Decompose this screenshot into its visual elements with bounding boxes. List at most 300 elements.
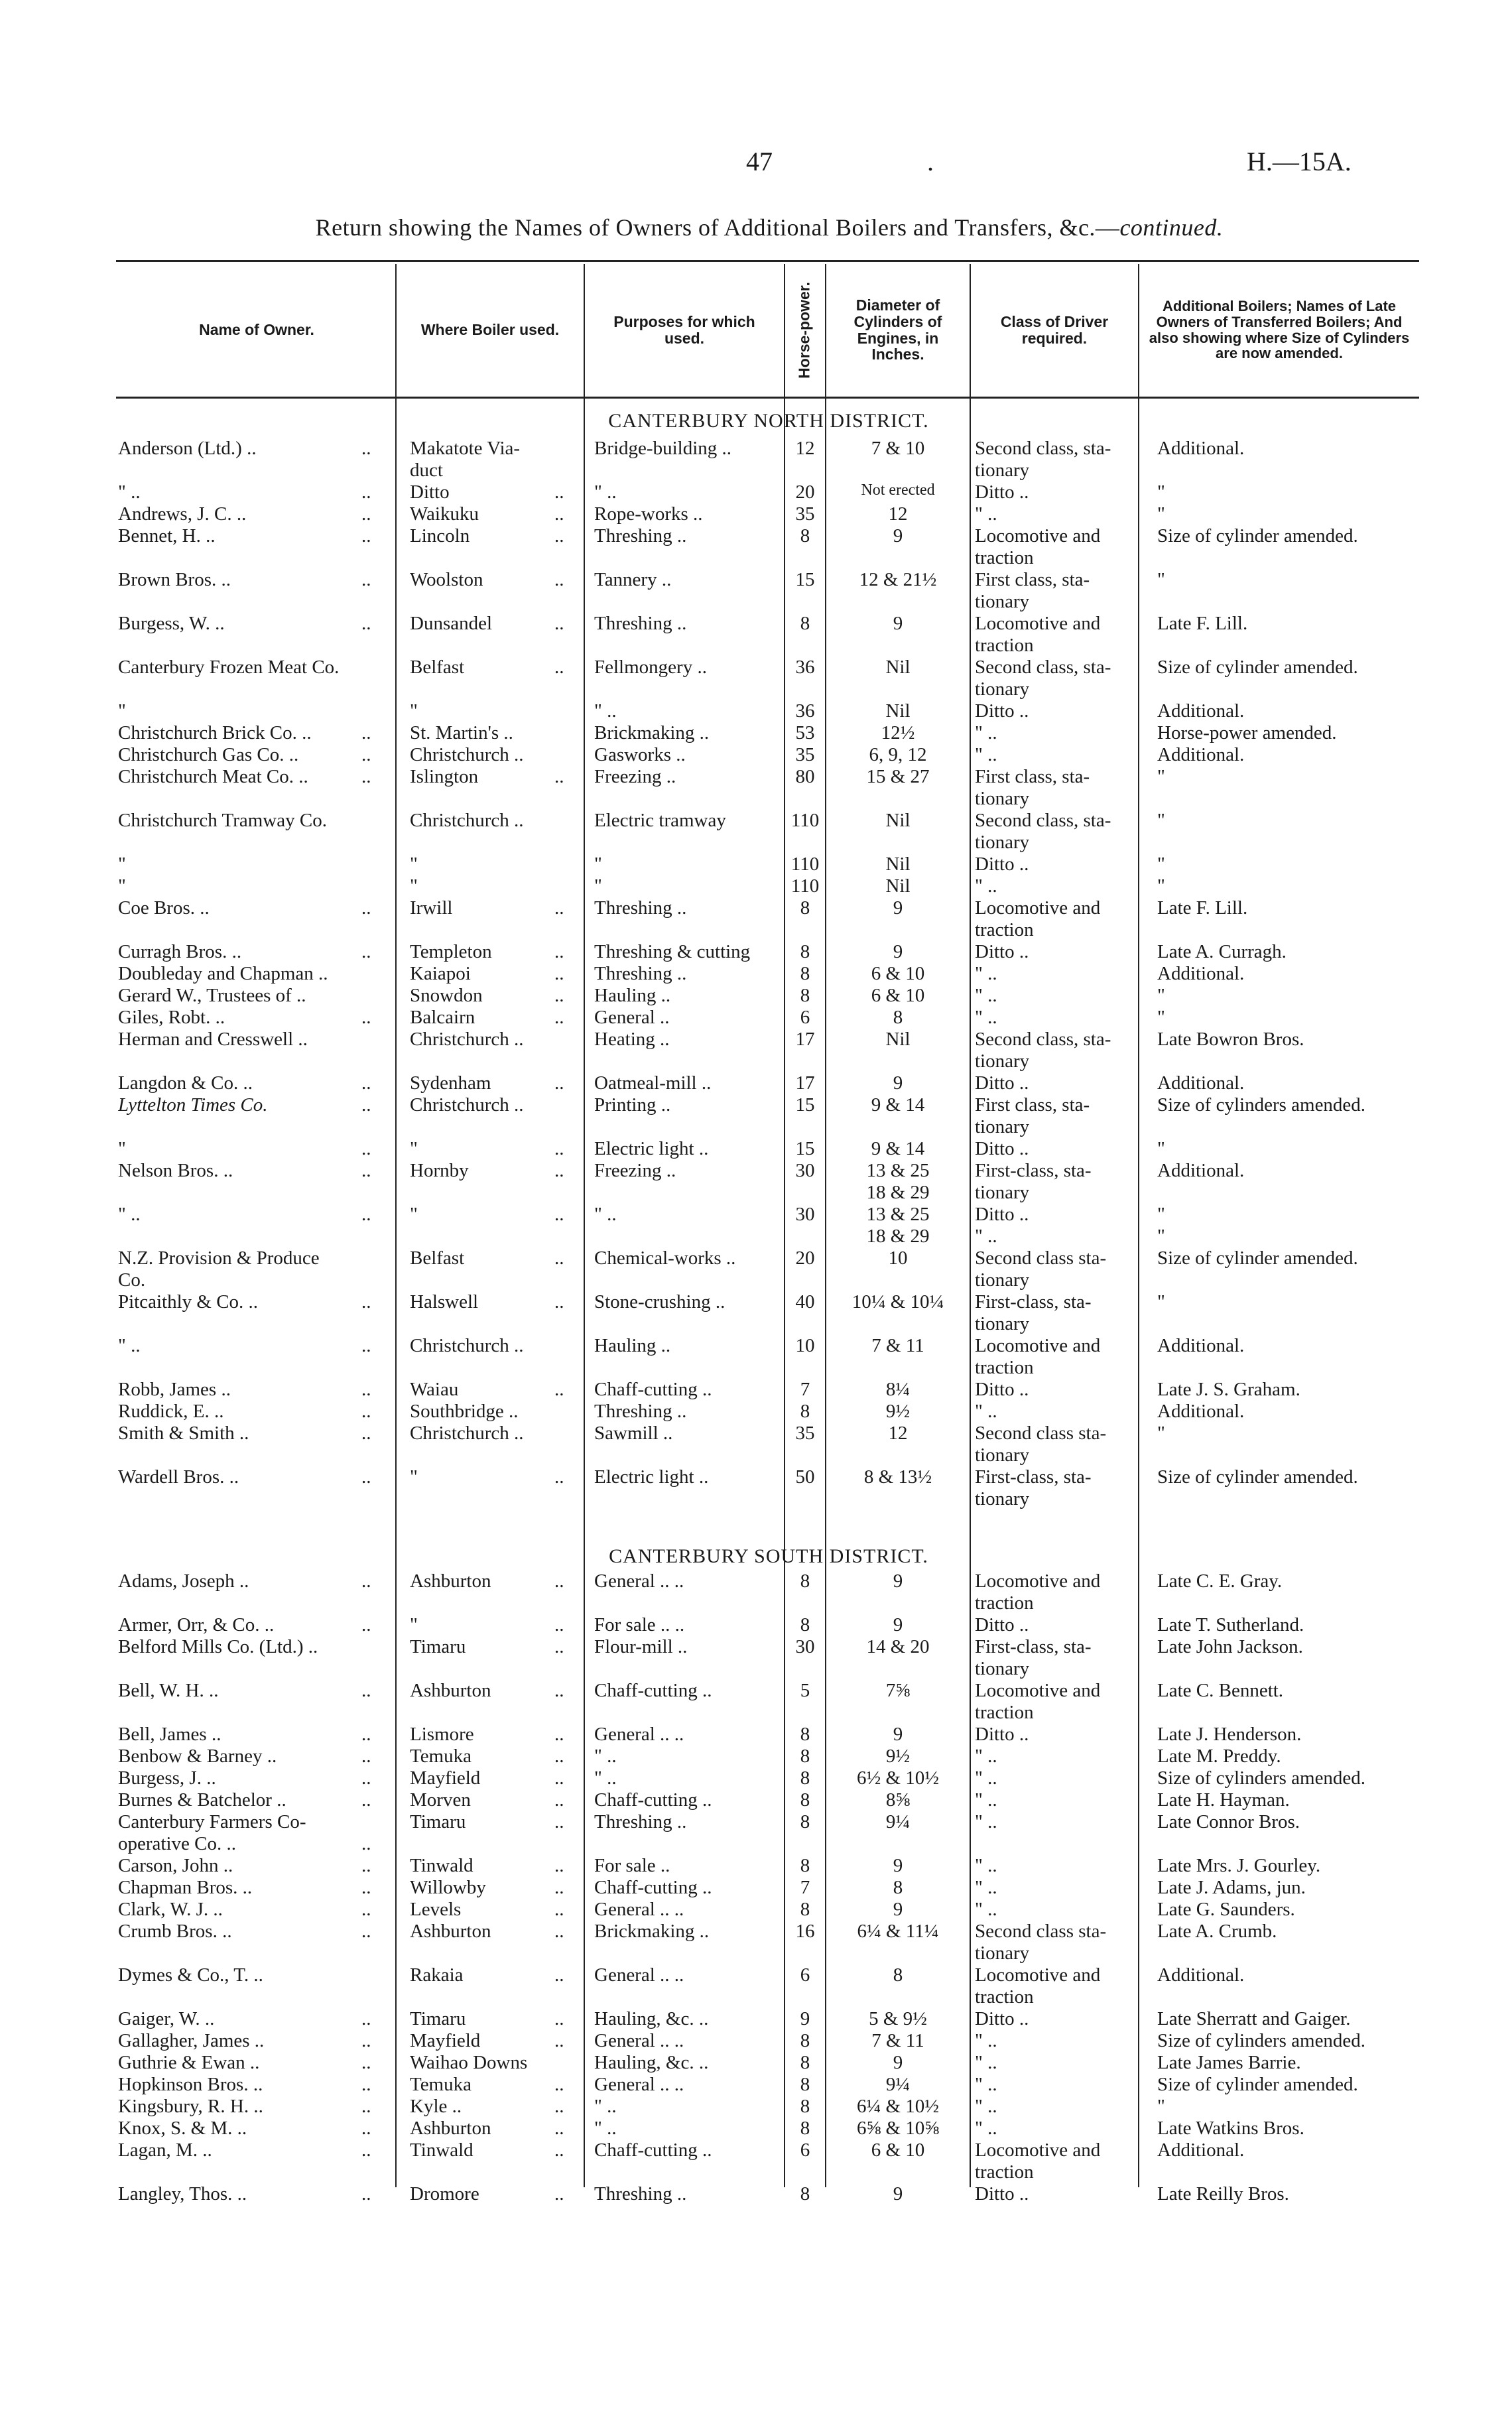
cell-driver: tionary — [975, 1313, 1030, 1334]
cell-owner: Ruddick, E. .. — [118, 1401, 224, 1422]
cell-wd: .. — [554, 1724, 564, 1745]
cell-owner: Adams, Joseph .. — [118, 1570, 249, 1592]
cell-owner: Christchurch Tramway Co. — [118, 810, 327, 831]
cell-diam: 15 & 27 — [866, 766, 930, 787]
cell-owner: Benbow & Barney .. — [118, 1746, 277, 1767]
cell-add: Late Mrs. J. Gourley. — [1157, 1855, 1321, 1876]
cell-add: Late James Barrie. — [1157, 2052, 1301, 2073]
cell-driver: Second class, sta- — [975, 657, 1111, 678]
cell-hp: 8 — [800, 1724, 810, 1745]
cell-driver: " .. — [975, 2074, 997, 2095]
cell-wd: .. — [554, 1160, 564, 1181]
cell-purpose: Threshing & cutting — [594, 941, 751, 962]
cell-driver: First-class, sta- — [975, 1160, 1092, 1181]
cell-owner: Kingsbury, R. H. .. — [118, 2096, 263, 2117]
cell-wd: .. — [554, 1466, 564, 1488]
cell-hp: 35 — [795, 1423, 815, 1444]
cell-add: " — [1157, 1138, 1165, 1159]
header-top-rule — [116, 260, 1419, 262]
cell-owner: " — [118, 854, 126, 875]
cell-purpose: Brickmaking .. — [594, 722, 710, 743]
cell-purpose: Tannery .. — [594, 569, 672, 590]
cell-owner: Anderson (Ltd.) .. — [118, 438, 257, 459]
cell-hp: 8 — [800, 2074, 810, 2095]
cell-where: Morven — [410, 1789, 471, 1811]
cell-purpose: Stone-crushing .. — [594, 1291, 725, 1312]
cell-hp: 8 — [800, 525, 810, 546]
cell-diam: 9 — [893, 897, 903, 919]
cell-driver: Ditto .. — [975, 700, 1029, 722]
cell-where: " — [410, 1614, 418, 1635]
cell-driver: " .. — [975, 1789, 997, 1811]
cell-owner: Chapman Bros. .. — [118, 1877, 253, 1898]
cell-diam: Nil — [885, 657, 911, 678]
cell-hp: 80 — [795, 766, 815, 787]
cell-driver: traction — [975, 2161, 1034, 2183]
cell-owner: Nelson Bros. .. — [118, 1160, 233, 1181]
cell-driver: First class, sta- — [975, 766, 1090, 787]
cell-add: " — [1157, 766, 1165, 787]
cell-purpose: For sale .. .. — [594, 1614, 685, 1635]
cell-driver: traction — [975, 1357, 1034, 1378]
cell-diam: 5 & 9½ — [869, 2008, 927, 2029]
cell-owner: Dymes & Co., T. .. — [118, 1964, 263, 1986]
cell-add: Size of cylinder amended. — [1157, 1466, 1358, 1488]
cell-add: Size of cylinder amended. — [1157, 525, 1358, 546]
cell-owner: Burgess, J. .. — [118, 1767, 216, 1789]
cell-driver: tionary — [975, 1488, 1030, 1509]
cell-purpose: Chemical-works .. — [594, 1247, 736, 1269]
cell-purpose: Electric light .. — [594, 1466, 709, 1488]
cell-driver: Second class, sta- — [975, 438, 1111, 459]
cell-hp: 12 — [795, 438, 815, 459]
cell-driver: tionary — [975, 1269, 1030, 1291]
cell-add: Late John Jackson. — [1157, 1636, 1303, 1657]
cell-driver: traction — [975, 1986, 1034, 2008]
cell-wd: .. — [554, 1921, 564, 1942]
cell-where: Ashburton — [410, 1680, 491, 1701]
cell-owner: Langdon & Co. .. — [118, 1072, 253, 1094]
cell-owner: Gerard W., Trustees of .. — [118, 985, 306, 1006]
cell-where: Waikuku — [410, 503, 479, 525]
cell-wd: .. — [554, 1138, 564, 1159]
cell-hp: 15 — [795, 569, 815, 590]
cell-hp: 16 — [795, 1921, 815, 1942]
cell-where: Timaru — [410, 2008, 466, 2029]
cell-add: Size of cylinder amended. — [1157, 1247, 1358, 1269]
cell-driver: " .. — [975, 963, 997, 984]
cell-diam: 12½ — [881, 722, 915, 743]
cell-driver: Second class, sta- — [975, 1029, 1111, 1050]
cell-diam: Nil — [885, 875, 911, 897]
cell-od: .. — [361, 613, 371, 634]
cell-wd: .. — [554, 1636, 564, 1657]
cell-purpose: " .. — [594, 2096, 617, 2117]
cell-wd: .. — [554, 1767, 564, 1789]
column-divider — [825, 264, 826, 2187]
cell-od: .. — [361, 1767, 371, 1789]
cell-wd: .. — [554, 2118, 564, 2139]
cell-where: Lismore — [410, 1724, 474, 1745]
cell-owner: Smith & Smith .. — [118, 1423, 249, 1444]
cell-where: Belfast — [410, 1247, 465, 1269]
cell-wd: .. — [554, 1204, 564, 1225]
cell-add: Late H. Hayman. — [1157, 1789, 1290, 1811]
cell-owner: N.Z. Provision & Produce — [118, 1247, 320, 1269]
cell-od: .. — [361, 1335, 371, 1356]
cell-driver: Ditto .. — [975, 2183, 1029, 2204]
cell-od: .. — [361, 1466, 371, 1488]
cell-where: Ashburton — [410, 1570, 491, 1592]
cell-purpose: " — [594, 854, 602, 875]
cell-driver: Ditto .. — [975, 1614, 1029, 1635]
cell-where: Rakaia — [410, 1964, 464, 1986]
cell-diam: Nil — [885, 700, 911, 722]
cell-where: duct — [410, 460, 443, 481]
cell-od: .. — [361, 1724, 371, 1745]
cell-owner: Wardell Bros. .. — [118, 1466, 239, 1488]
cell-hp: 5 — [800, 1680, 810, 1701]
cell-wd: .. — [554, 481, 564, 503]
cell-purpose: Flour-mill .. — [594, 1636, 688, 1657]
cell-wd: .. — [554, 1811, 564, 1832]
cell-diam: 9 — [893, 1899, 903, 1920]
cell-od: .. — [361, 1614, 371, 1635]
cell-od: .. — [361, 1094, 371, 1116]
cell-hp: 53 — [795, 722, 815, 743]
cell-hp: 110 — [790, 854, 820, 875]
cell-wd: .. — [554, 1379, 564, 1400]
cell-diam: Nil — [885, 1029, 911, 1050]
cell-add: Additional. — [1157, 1072, 1245, 1094]
cell-owner: Gallagher, James .. — [118, 2030, 265, 2051]
cell-purpose: Threshing .. — [594, 525, 687, 546]
cell-where: " — [410, 1204, 418, 1225]
cell-hp: 8 — [800, 1570, 810, 1592]
cell-purpose: " .. — [594, 1204, 617, 1225]
cell-where: " — [410, 700, 418, 722]
cell-where: Christchurch .. — [410, 744, 524, 765]
cell-purpose: Printing .. — [594, 1094, 671, 1116]
column-header-diameter: Diameter of Cylinders of Engines, in Inches. — [853, 296, 942, 363]
cell-wd: .. — [554, 2008, 564, 2029]
cell-purpose: Threshing .. — [594, 963, 687, 984]
cell-add: " — [1157, 985, 1165, 1006]
cell-purpose: Gasworks .. — [594, 744, 686, 765]
cell-hp: 10 — [795, 1335, 815, 1356]
cell-owner: Carson, John .. — [118, 1855, 233, 1876]
cell-od: .. — [361, 1855, 371, 1876]
cell-add: Additional. — [1157, 963, 1245, 984]
column-divider — [395, 264, 397, 2187]
cell-wd: .. — [554, 1855, 564, 1876]
column-header-horsepower-text: Horse-power. — [795, 281, 813, 379]
cell-wd: .. — [554, 525, 564, 546]
cell-where: Sydenham — [410, 1072, 491, 1094]
cell-owner: Herman and Cresswell .. — [118, 1029, 308, 1050]
cell-driver: Locomotive and — [975, 2140, 1101, 2161]
cell-od: .. — [361, 1072, 371, 1094]
cell-diam: 7 & 11 — [871, 2030, 924, 2051]
cell-hp: 17 — [795, 1029, 815, 1050]
cell-diam: 13 & 25 — [866, 1160, 930, 1181]
cell-where: Makatote Via- — [410, 438, 521, 459]
cell-diam: 7⅝ — [885, 1680, 911, 1701]
cell-where: Kyle .. — [410, 2096, 462, 2117]
cell-purpose: General .. .. — [594, 1964, 684, 1986]
cell-add: " — [1157, 1423, 1165, 1444]
cell-diam: 6½ & 10½ — [856, 1767, 940, 1789]
cell-driver: Ditto .. — [975, 1379, 1029, 1400]
cell-add: Horse-power amended. — [1157, 722, 1337, 743]
cell-owner: Bell, James .. — [118, 1724, 221, 1745]
cell-od: .. — [361, 2030, 371, 2051]
cell-add: Late Reilly Bros. — [1157, 2183, 1289, 2204]
cell-purpose: General .. .. — [594, 1570, 684, 1592]
cell-hp: 8 — [800, 1789, 810, 1811]
cell-od: .. — [361, 1291, 371, 1312]
cell-wd: .. — [554, 941, 564, 962]
cell-owner: Hopkinson Bros. .. — [118, 2074, 263, 2095]
cell-wd: .. — [554, 963, 564, 984]
cell-add: Late Sherratt and Gaiger. — [1157, 2008, 1351, 2029]
page-number: 47 — [746, 147, 773, 176]
section-title-south: CANTERBURY SOUTH DISTRICT. — [609, 1545, 928, 1567]
cell-owner: Guthrie & Ewan .. — [118, 2052, 260, 2073]
cell-owner: Bell, W. H. .. — [118, 1680, 219, 1701]
cell-hp: 36 — [795, 657, 815, 678]
cell-wd: .. — [554, 1570, 564, 1592]
cell-where: Islington — [410, 766, 479, 787]
cell-driver: Ditto .. — [975, 1138, 1029, 1159]
cell-owner: Burgess, W. .. — [118, 613, 225, 634]
cell-where: Lincoln — [410, 525, 470, 546]
cell-diam: 9 — [893, 1614, 903, 1635]
cell-owner: " .. — [118, 1335, 141, 1356]
cell-driver: " .. — [975, 503, 997, 525]
cell-od: .. — [361, 1833, 371, 1854]
column-divider — [784, 264, 785, 2187]
cell-purpose: Threshing .. — [594, 897, 687, 919]
cell-add: Additional. — [1157, 438, 1245, 459]
cell-hp: 7 — [800, 1379, 810, 1400]
cell-wd: .. — [554, 1247, 564, 1269]
cell-diam: 9 — [893, 525, 903, 546]
cell-diam: 6 & 10 — [871, 963, 925, 984]
cell-wd: .. — [554, 2140, 564, 2161]
cell-diam: 18 & 29 — [866, 1226, 930, 1247]
cell-where: " — [410, 1138, 418, 1159]
cell-purpose: Sawmill .. — [594, 1423, 673, 1444]
cell-diam: 6⅝ & 10⅝ — [856, 2118, 940, 2139]
cell-hp: 8 — [800, 1746, 810, 1767]
cell-driver: " .. — [975, 875, 997, 897]
cell-wd: .. — [554, 1789, 564, 1811]
cell-hp: 8 — [800, 1401, 810, 1422]
cell-driver: First-class, sta- — [975, 1636, 1092, 1657]
cell-purpose: Hauling, &c. .. — [594, 2052, 709, 2073]
cell-wd: .. — [554, 1291, 564, 1312]
cell-driver: " .. — [975, 1401, 997, 1422]
cell-driver: tionary — [975, 1051, 1030, 1072]
cell-wd: .. — [554, 897, 564, 919]
cell-purpose: Heating .. — [594, 1029, 670, 1050]
cell-driver: tionary — [975, 1116, 1030, 1137]
cell-add: " — [1157, 569, 1165, 590]
cell-purpose: Chaff-cutting .. — [594, 1379, 712, 1400]
cell-where: Templeton — [410, 941, 492, 962]
cell-hp: 8 — [800, 1767, 810, 1789]
cell-owner: operative Co. .. — [118, 1833, 236, 1854]
cell-driver: Locomotive and — [975, 1680, 1101, 1701]
cell-diam: Nil — [885, 854, 911, 875]
cell-owner: " — [118, 1138, 126, 1159]
cell-purpose: " .. — [594, 1767, 617, 1789]
cell-owner: Canterbury Farmers Co- — [118, 1811, 306, 1832]
cell-od: .. — [361, 1746, 371, 1767]
cell-hp: 8 — [800, 2118, 810, 2139]
cell-wd: .. — [554, 2074, 564, 2095]
cell-purpose: Electric light .. — [594, 1138, 709, 1159]
cell-hp: 6 — [800, 1964, 810, 1986]
cell-hp: 8 — [800, 1899, 810, 1920]
cell-hp: 20 — [795, 1247, 815, 1269]
cell-purpose: General .. — [594, 1007, 670, 1028]
cell-wd: .. — [554, 1899, 564, 1920]
column-header-purpose: Purposes for which used. — [613, 312, 755, 347]
cell-driver: tionary — [975, 788, 1030, 809]
cell-diam: 6¼ & 11¼ — [857, 1921, 939, 1942]
cell-owner: " — [118, 875, 126, 897]
column-header-additional: Additional Boilers; Names of Late Owners of Transferred Boilers; And also showing where Size of Cylinders are now amended. — [1149, 298, 1410, 362]
cell-diam: 7 & 10 — [871, 438, 925, 459]
cell-owner: Christchurch Gas Co. .. — [118, 744, 299, 765]
cell-od: .. — [361, 1570, 371, 1592]
cell-where: " — [410, 854, 418, 875]
cell-purpose: Threshing .. — [594, 613, 687, 634]
cell-where: Ashburton — [410, 1921, 491, 1942]
cell-driver: Locomotive and — [975, 897, 1101, 919]
cell-add: Additional. — [1157, 2140, 1245, 2161]
cell-add: " — [1157, 503, 1165, 525]
cell-driver: " .. — [975, 1855, 997, 1876]
cell-where: Dunsandel — [410, 613, 493, 634]
cell-wd: .. — [554, 2183, 564, 2204]
cell-wd: .. — [554, 613, 564, 634]
cell-hp: 8 — [800, 1614, 810, 1635]
cell-od: .. — [361, 1877, 371, 1898]
cell-purpose: Brickmaking .. — [594, 1921, 710, 1942]
cell-purpose: Chaff-cutting .. — [594, 1789, 712, 1811]
cell-where: " — [410, 1466, 418, 1488]
cell-add: Late C. E. Gray. — [1157, 1570, 1283, 1592]
cell-driver: Locomotive and — [975, 525, 1101, 546]
cell-od: .. — [361, 1379, 371, 1400]
cell-owner: Belford Mills Co. (Ltd.) .. — [118, 1636, 318, 1657]
cell-od: .. — [361, 897, 371, 919]
cell-od: .. — [361, 2096, 371, 2117]
cell-hp: 8 — [800, 963, 810, 984]
cell-where: Mayfield — [410, 2030, 481, 2051]
cell-driver: " .. — [975, 2118, 997, 2139]
cell-wd: .. — [554, 1746, 564, 1767]
cell-add: Late G. Saunders. — [1157, 1899, 1295, 1920]
cell-wd: .. — [554, 2030, 564, 2051]
cell-where: Christchurch .. — [410, 1029, 524, 1050]
cell-driver: " .. — [975, 1746, 997, 1767]
cell-where: Temuka — [410, 1746, 472, 1767]
cell-wd: .. — [554, 1680, 564, 1701]
cell-od: .. — [361, 525, 371, 546]
cell-driver: tionary — [975, 832, 1030, 853]
cell-diam: Nil — [885, 810, 911, 831]
cell-driver: Locomotive and — [975, 1570, 1101, 1592]
cell-driver: tionary — [975, 591, 1030, 612]
cell-diam: 9 — [893, 1570, 903, 1592]
cell-where: Mayfield — [410, 1767, 481, 1789]
cell-owner: Clark, W. J. .. — [118, 1899, 223, 1920]
cell-where: Belfast — [410, 657, 465, 678]
cell-purpose: Bridge-building .. — [594, 438, 732, 459]
cell-od: .. — [361, 503, 371, 525]
cell-purpose: Freezing .. — [594, 1160, 676, 1181]
cell-where: Ashburton — [410, 2118, 491, 2139]
cell-add: " — [1157, 1226, 1165, 1247]
cell-od: .. — [361, 1789, 371, 1811]
cell-owner: Robb, James .. — [118, 1379, 231, 1400]
cell-driver: " .. — [975, 1877, 997, 1898]
cell-od: .. — [361, 481, 371, 503]
cell-hp: 35 — [795, 744, 815, 765]
cell-diam: 10 — [888, 1247, 908, 1269]
cell-purpose: Threshing .. — [594, 1811, 687, 1832]
cell-driver: Ditto .. — [975, 481, 1029, 503]
cell-add: Additional. — [1157, 744, 1245, 765]
cell-hp: 15 — [795, 1138, 815, 1159]
cell-where: Halswell — [410, 1291, 479, 1312]
cell-diam: 6 & 10 — [871, 2140, 925, 2161]
cell-diam: 6, 9, 12 — [869, 744, 927, 765]
cell-diam: 9 — [893, 1724, 903, 1745]
cell-diam: 9¼ — [885, 2074, 911, 2095]
column-header-where: Where Boiler used. — [420, 321, 560, 339]
cell-hp: 50 — [795, 1466, 815, 1488]
title-main: Return showing the Names of Owners of Additional Boilers and Transfers, &c.— — [315, 214, 1120, 241]
cell-hp: 8 — [800, 2096, 810, 2117]
cell-owner: Canterbury Frozen Meat Co. — [118, 657, 340, 678]
cell-owner: " — [118, 700, 126, 722]
cell-diam: 9½ — [885, 1746, 911, 1767]
cell-owner: Bennet, H. .. — [118, 525, 216, 546]
cell-owner: Giles, Robt. .. — [118, 1007, 225, 1028]
cell-purpose: Hauling .. — [594, 985, 671, 1006]
cell-diam: 8 & 13½ — [863, 1466, 932, 1488]
cell-purpose: Electric tramway — [594, 810, 726, 831]
cell-od: .. — [361, 2140, 371, 2161]
cell-od: .. — [361, 744, 371, 765]
cell-hp: 8 — [800, 941, 810, 962]
cell-wd: .. — [554, 1007, 564, 1028]
cell-add: Late J. S. Graham. — [1157, 1379, 1300, 1400]
cell-hp: 30 — [795, 1204, 815, 1225]
cell-diam: 6¼ & 10½ — [856, 2096, 940, 2117]
cell-hp: 8 — [800, 2030, 810, 2051]
cell-add: Late J. Henderson. — [1157, 1724, 1302, 1745]
cell-driver: traction — [975, 547, 1034, 568]
cell-driver: " .. — [975, 1899, 997, 1920]
cell-od: .. — [361, 1138, 371, 1159]
cell-where: Timaru — [410, 1811, 466, 1832]
